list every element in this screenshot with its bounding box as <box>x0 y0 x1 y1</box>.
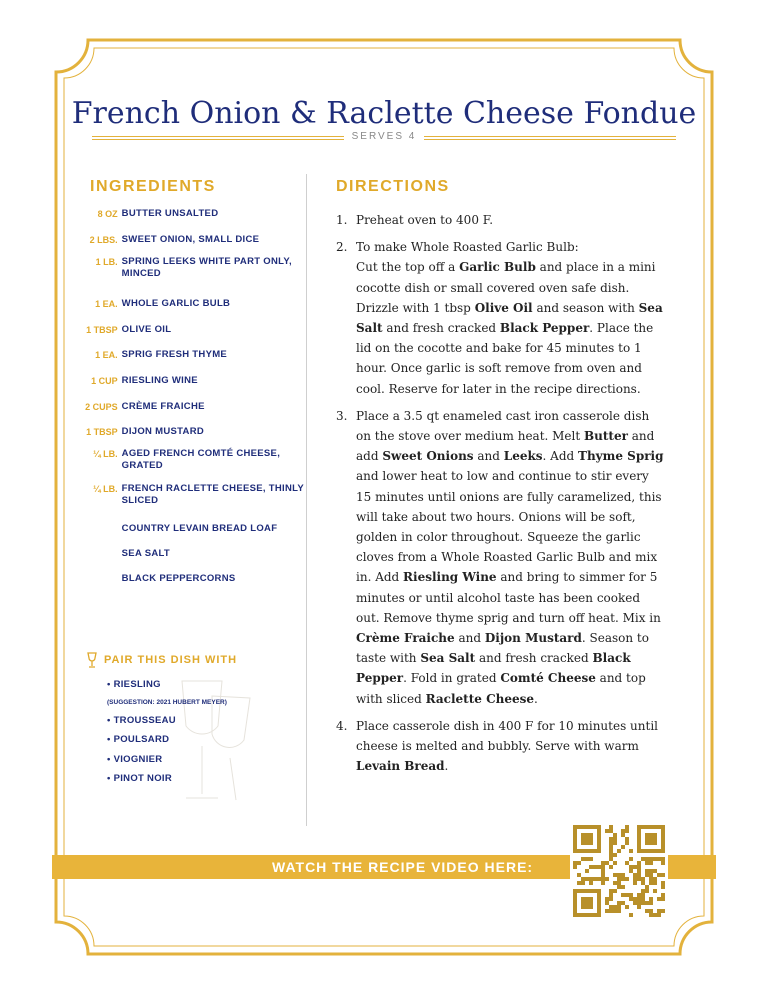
ingredient-name: SPRING LEEKS WHITE PART ONLY, MINCED <box>121 256 292 279</box>
ingredient-row <box>80 483 310 523</box>
ingredient-row <box>80 375 310 401</box>
ingredient-name: BLACK PEPPERCORNS <box>121 573 236 584</box>
step-number: 1. <box>336 213 348 227</box>
direction-step <box>336 237 666 399</box>
direction-step <box>336 406 666 709</box>
serves-label: SERVES 4 <box>351 131 417 142</box>
ingredient-qty: 8 OZ <box>97 209 118 219</box>
page-title: French Onion & Raclette Cheese Fondue <box>71 96 697 131</box>
ingredient-name: OLIVE OIL <box>121 324 172 335</box>
ingredient-qty: 1 CUP <box>91 376 118 386</box>
ingredients-list <box>80 208 310 595</box>
directions-list <box>336 210 666 783</box>
directions-heading: DIRECTIONS <box>336 178 450 195</box>
ingredient-qty: ¼ LB. <box>93 449 118 459</box>
ingredient-row <box>80 256 310 298</box>
ingredient-row <box>80 401 310 426</box>
step-number: 4. <box>336 718 348 733</box>
pairing-item: • POULSARD <box>107 734 170 745</box>
ingredient-row <box>80 448 310 483</box>
ingredient-row <box>80 349 310 375</box>
ingredient-qty: 1 EA. <box>95 350 118 360</box>
ingredient-row <box>80 548 310 573</box>
ingredient-qty: ¼ LB. <box>93 484 118 494</box>
step-number: 2. <box>336 240 348 255</box>
ingredient-name: SPRIG FRESH THYME <box>121 349 228 360</box>
video-banner-text: WATCH THE RECIPE VIDEO HERE: <box>272 859 534 875</box>
ingredient-qty: 1 TBSP <box>86 427 118 437</box>
ingredient-row <box>80 426 310 448</box>
direction-step <box>336 210 666 230</box>
title-rule-right <box>424 136 676 140</box>
ingredient-name: WHOLE GARLIC BULB <box>121 298 231 309</box>
wine-glass-icon <box>86 652 98 668</box>
ingredient-name: CRÈME FRAICHE <box>121 401 205 412</box>
qr-code-icon[interactable] <box>570 822 668 920</box>
ingredient-name: DIJON MUSTARD <box>121 426 205 437</box>
ingredient-row <box>80 208 310 234</box>
ingredient-row <box>80 523 310 548</box>
ingredient-row <box>80 324 310 349</box>
ingredient-qty: 1 TBSP <box>86 325 118 335</box>
step-text: Preheat oven to 400 F. <box>356 213 494 227</box>
ingredient-name: RIESLING WINE <box>121 375 198 386</box>
ingredient-name: SEA SALT <box>121 548 170 559</box>
ingredients-heading: INGREDIENTS <box>90 178 216 195</box>
ingredient-name: SWEET ONION, SMALL DICE <box>121 234 260 245</box>
ingredient-name: FRENCH RACLETTE CHEESE, THINLY SLICED <box>121 483 304 506</box>
ingredient-qty: 2 CUPS <box>85 402 118 412</box>
qr-code-graphic <box>573 825 665 917</box>
pairing-item: • RIESLING <box>107 679 161 690</box>
ingredient-row <box>80 298 310 324</box>
step-number: 3. <box>336 408 348 423</box>
pairing-suggestion: (SUGGESTION: 2021 HUBERT MEYER) <box>107 698 227 706</box>
ingredient-name: COUNTRY LEVAIN BREAD LOAF <box>121 523 278 534</box>
step-text: Place a 3.5 qt enameled cast iron casserole dish on the stove over medium heat. Melt Butter and add Sweet Onions and Leeks. Add Thyme Sprig and lower heat to low and continue to stir every 15 minutes until onions are fully caramelized, this will take about two hours. Onions will be soft, golden in color throughout. Squeeze the garlic cloves from a Whole Roasted Garlic Bulb and mix in. Add Riesling Wine and bring to simmer for 5 minutes or until alcohol taste has been cooked out. Remove thyme sprig and turn off heat. Mix in Crème Fraiche and Dijon Mustard. Season to taste with Sea Salt and fresh cracked Black Pepper. Fold in grated Comté Cheese and top with sliced Raclette Cheese. <box>356 408 664 706</box>
ingredient-name: BUTTER UNSALTED <box>121 208 219 219</box>
pairing-item: • PINOT NOIR <box>107 773 172 784</box>
ingredient-qty: 2 LBS. <box>89 235 118 245</box>
step-text: Place casserole dish in 400 F for 10 minutes until cheese is melted and bubbly. Serve with warm Levain Bread. <box>356 718 658 774</box>
pairing-heading: PAIR THIS DISH WITH <box>104 654 238 666</box>
ingredient-qty: 1 EA. <box>95 299 118 309</box>
ingredient-row <box>80 573 310 595</box>
direction-step <box>336 716 666 777</box>
ingredient-name: AGED FRENCH COMTÉ CHEESE, GRATED <box>121 448 281 471</box>
ingredient-qty: 1 LB. <box>95 257 118 267</box>
ingredient-row <box>80 234 310 256</box>
pairing-list <box>107 679 227 793</box>
step-text: To make Whole Roasted Garlic Bulb: Cut the top off a Garlic Bulb and place in a mini cocotte dish or small covered oven safe dish. Drizzle with 1 tbsp Olive Oil and season with Sea Salt and fresh cracked Black Pepper. Place the lid on the cocotte and bake for 45 minutes to 1 hour. Once garlic is soft remove from oven and cool. Reserve for later in the recipe directions. <box>356 240 663 396</box>
pairing-item: • VIOGNIER <box>107 753 163 765</box>
pairing-item: • TROUSSEAU <box>107 714 176 726</box>
